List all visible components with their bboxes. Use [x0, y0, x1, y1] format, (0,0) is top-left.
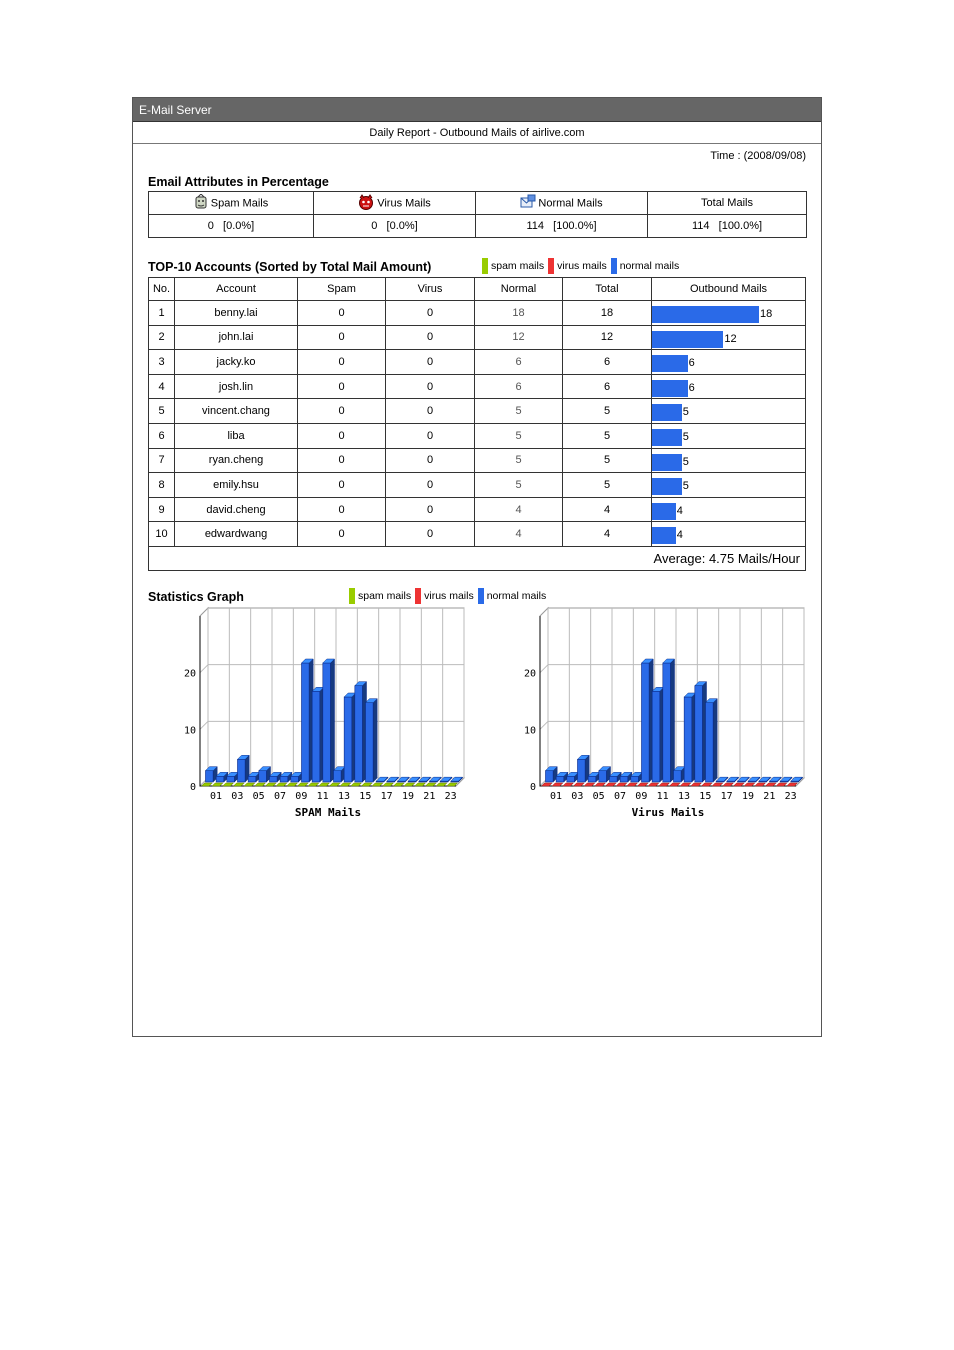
- normal-bar: [269, 776, 277, 782]
- window-title: E-Mail Server: [133, 98, 821, 122]
- row-account: jacky.ko: [175, 350, 298, 375]
- x-tick-label: 13: [677, 791, 691, 802]
- y-tick-label: 10: [183, 725, 196, 737]
- x-tick-label: 01: [549, 791, 563, 802]
- row-no: 9: [149, 497, 175, 522]
- normal-bar: [705, 703, 713, 782]
- outbound-bar-label: 6: [688, 357, 695, 370]
- normal-bar: [620, 776, 628, 782]
- normal-bar-side: [331, 659, 335, 782]
- row-virus: 0: [386, 522, 475, 547]
- x-tick-label: 23: [784, 791, 797, 802]
- normal-bar: [291, 776, 299, 782]
- row-virus: 0: [386, 325, 475, 350]
- row-normal: 4: [475, 522, 563, 547]
- row-spam: 0: [298, 350, 386, 375]
- spam-mails-graph: [165, 603, 475, 833]
- row-normal: 12: [475, 325, 563, 350]
- outbound-bar-label: 4: [676, 529, 683, 542]
- attr-value-normal: 114 [100.0%]: [476, 215, 648, 238]
- row-outbound: [652, 497, 806, 522]
- spam-icon: [194, 194, 208, 213]
- normal-bar: [577, 759, 585, 782]
- outbound-bar: [652, 454, 682, 471]
- normal-bar: [237, 759, 245, 782]
- legend-swatch-spam: [482, 258, 488, 274]
- row-spam: 0: [298, 423, 386, 448]
- stats-legend-label-spam: spam mails: [358, 590, 412, 602]
- normal-bar: [588, 776, 596, 782]
- table-row: [149, 301, 806, 326]
- row-no: 3: [149, 350, 175, 375]
- row-total: 12: [563, 325, 652, 350]
- attributes-values-row: [149, 215, 807, 238]
- row-total: 6: [563, 374, 652, 399]
- attr-header-spam: [149, 192, 314, 215]
- row-outbound: [652, 325, 806, 350]
- attr-header-normal-label: Normal Mails: [538, 196, 603, 209]
- outbound-bar: [652, 331, 723, 348]
- row-virus: 0: [386, 423, 475, 448]
- x-tick-label: 17: [720, 791, 733, 802]
- table-row: [149, 325, 806, 350]
- outbound-bar-label: 5: [682, 480, 689, 493]
- row-spam: 0: [298, 325, 386, 350]
- attr-value-total: 114 [100.0%]: [648, 215, 807, 238]
- col-virus: Virus: [386, 278, 475, 301]
- y-tick-label: 0: [189, 782, 196, 793]
- attr-header-virus: [314, 192, 476, 215]
- row-spam: 0: [298, 374, 386, 399]
- virus-mails-chart: [505, 603, 815, 828]
- row-outbound: [652, 350, 806, 375]
- row-virus: 0: [386, 497, 475, 522]
- legend-swatch-normal: [611, 258, 617, 274]
- outbound-bar: [652, 355, 688, 372]
- y-tick-label: 10: [523, 725, 536, 737]
- attr-value-spam: 0 [0.0%]: [149, 215, 314, 238]
- attr-value-virus: 0 [0.0%]: [314, 215, 476, 238]
- row-virus: 0: [386, 350, 475, 375]
- legend-label-spam: spam mails: [491, 260, 545, 272]
- normal-bar: [673, 771, 681, 782]
- spam-mails-chart: [165, 603, 475, 828]
- legend-swatch-virus: [548, 258, 554, 274]
- row-no: 1: [149, 301, 175, 326]
- x-tick-label: 23: [444, 791, 457, 802]
- row-outbound: [652, 522, 806, 547]
- normal-bar: [301, 663, 309, 782]
- x-tick-label: 19: [741, 791, 755, 802]
- normal-bar: [365, 703, 373, 782]
- row-normal: 5: [475, 399, 563, 424]
- row-spam: 0: [298, 301, 386, 326]
- x-axis-label: SPAM Mails: [294, 806, 362, 819]
- row-normal: 5: [475, 448, 563, 473]
- x-axis-label: Virus Mails: [631, 806, 705, 819]
- stats-legend-label-normal: normal mails: [486, 590, 547, 602]
- table-row: [149, 423, 806, 448]
- outbound-bar-label: 18: [760, 308, 773, 320]
- virus-icon: [358, 194, 374, 213]
- x-tick-label: 07: [613, 791, 627, 802]
- row-normal: 18: [475, 301, 563, 326]
- attr-header-virus-label: Virus Mails: [377, 196, 431, 209]
- table-row: [149, 522, 806, 547]
- row-spam: 0: [298, 473, 386, 498]
- col-outbound: Outbound Mails: [652, 278, 806, 301]
- normal-bar: [259, 771, 267, 782]
- row-account: john.lai: [175, 325, 298, 350]
- col-spam: Spam: [298, 278, 386, 301]
- normal-bar: [652, 691, 660, 782]
- normal-bar: [609, 776, 617, 782]
- outbound-bar: [652, 404, 682, 421]
- row-normal: 6: [475, 374, 563, 399]
- row-virus: 0: [386, 301, 475, 326]
- row-no: 6: [149, 423, 175, 448]
- x-tick-label: 11: [316, 791, 329, 802]
- row-account: emily.hsu: [175, 473, 298, 498]
- plot-side-wall: [540, 608, 548, 786]
- top10-header-row: [149, 278, 806, 301]
- outbound-bar-label: 5: [682, 406, 689, 419]
- col-normal: Normal: [475, 278, 563, 301]
- row-outbound: [652, 374, 806, 399]
- outbound-bar-label: 5: [682, 455, 689, 468]
- normal-mail-icon: [520, 194, 536, 213]
- attributes-table: [148, 191, 807, 238]
- normal-bar: [556, 776, 564, 782]
- row-normal: 5: [475, 473, 563, 498]
- normal-bar: [663, 663, 671, 782]
- attributes-title: Email Attributes in Percentage: [148, 175, 329, 189]
- y-tick-label: 20: [183, 668, 196, 680]
- row-account: ryan.cheng: [175, 448, 298, 473]
- table-row: [149, 497, 806, 522]
- table-row: [149, 374, 806, 399]
- col-total: Total: [563, 278, 652, 301]
- row-spam: 0: [298, 522, 386, 547]
- x-tick-label: 21: [423, 791, 436, 802]
- col-account: Account: [175, 278, 298, 301]
- row-no: 10: [149, 522, 175, 547]
- table-row: [149, 350, 806, 375]
- normal-bar-side: [373, 699, 377, 782]
- stats-title: Statistics Graph: [148, 590, 244, 604]
- normal-bar: [599, 771, 607, 782]
- row-account: vincent.chang: [175, 399, 298, 424]
- attr-header-normal: [476, 192, 648, 215]
- row-total: 6: [563, 350, 652, 375]
- normal-bar: [355, 686, 363, 782]
- row-account: benny.lai: [175, 301, 298, 326]
- outbound-bar: [652, 380, 688, 397]
- plot-side-wall: [200, 608, 208, 786]
- normal-bar: [216, 776, 224, 782]
- row-total: 4: [563, 522, 652, 547]
- row-spam: 0: [298, 497, 386, 522]
- row-virus: 0: [386, 473, 475, 498]
- outbound-bar-label: 4: [676, 504, 683, 517]
- row-outbound: [652, 423, 806, 448]
- normal-bar: [344, 697, 352, 782]
- row-outbound: [652, 399, 806, 424]
- normal-bar: [567, 776, 575, 782]
- legend-label-virus: virus mails: [557, 260, 607, 272]
- normal-bar: [248, 776, 256, 782]
- report-subtitle: Daily Report - Outbound Mails of airlive.com: [133, 122, 821, 144]
- top10-legend: [482, 258, 679, 274]
- x-tick-label: 09: [635, 791, 648, 802]
- x-tick-label: 15: [699, 791, 712, 802]
- table-row: [149, 399, 806, 424]
- attr-header-spam-label: Spam Mails: [210, 196, 269, 209]
- row-no: 7: [149, 448, 175, 473]
- x-tick-label: 05: [592, 791, 605, 802]
- top10-table: [148, 277, 806, 571]
- x-tick-label: 03: [571, 791, 584, 802]
- table-row: [149, 473, 806, 498]
- normal-bar-side: [713, 699, 717, 782]
- stats-legend-swatch-spam: [349, 588, 355, 604]
- attributes-header-row: [149, 192, 807, 215]
- outbound-bar-label: 6: [688, 381, 695, 394]
- normal-bar: [280, 776, 288, 782]
- report-time: Time : (2008/09/08): [710, 150, 806, 162]
- outbound-bar: [652, 429, 682, 446]
- row-total: 4: [563, 497, 652, 522]
- normal-bar: [545, 771, 553, 782]
- stats-legend-label-virus: virus mails: [424, 590, 474, 602]
- outbound-bar-label: 5: [682, 430, 689, 443]
- outbound-bar: [652, 478, 682, 495]
- x-tick-label: 17: [380, 791, 393, 802]
- x-tick-label: 21: [763, 791, 776, 802]
- row-no: 8: [149, 473, 175, 498]
- attr-header-total: Total Mails: [648, 192, 807, 215]
- row-no: 5: [149, 399, 175, 424]
- x-tick-label: 11: [656, 791, 669, 802]
- row-total: 5: [563, 399, 652, 424]
- x-tick-label: 05: [252, 791, 265, 802]
- row-no: 4: [149, 374, 175, 399]
- normal-bar: [684, 697, 692, 782]
- row-account: david.cheng: [175, 497, 298, 522]
- table-row: [149, 448, 806, 473]
- normal-bar: [227, 776, 235, 782]
- x-tick-label: 15: [359, 791, 372, 802]
- average-text: Average: 4.75 Mails/Hour: [149, 546, 806, 570]
- row-total: 5: [563, 423, 652, 448]
- outbound-bar: [652, 527, 676, 544]
- normal-bar: [312, 691, 320, 782]
- row-outbound: [652, 448, 806, 473]
- legend-label-normal: normal mails: [619, 260, 680, 272]
- row-normal: 6: [475, 350, 563, 375]
- row-outbound: [652, 301, 806, 326]
- y-tick-label: 0: [529, 782, 536, 793]
- stats-legend-swatch-normal: [478, 588, 484, 604]
- outbound-bar-label: 12: [724, 332, 737, 345]
- row-account: liba: [175, 423, 298, 448]
- row-virus: 0: [386, 399, 475, 424]
- email-server-panel: [132, 97, 822, 1037]
- row-spam: 0: [298, 448, 386, 473]
- normal-bar: [641, 663, 649, 782]
- x-tick-label: 07: [273, 791, 287, 802]
- normal-bar: [323, 663, 331, 782]
- row-normal: 5: [475, 423, 563, 448]
- outbound-bar: [652, 503, 676, 520]
- x-tick-label: 19: [401, 791, 415, 802]
- row-account: josh.lin: [175, 374, 298, 399]
- row-spam: 0: [298, 399, 386, 424]
- x-tick-label: 03: [231, 791, 244, 802]
- row-virus: 0: [386, 448, 475, 473]
- row-normal: 4: [475, 497, 563, 522]
- normal-bar: [631, 776, 639, 782]
- row-outbound: [652, 473, 806, 498]
- normal-bar: [333, 771, 341, 782]
- normal-bar: [205, 771, 213, 782]
- row-virus: 0: [386, 374, 475, 399]
- y-tick-label: 20: [523, 668, 536, 680]
- normal-bar: [695, 686, 703, 782]
- row-total: 5: [563, 448, 652, 473]
- x-tick-label: 01: [209, 791, 223, 802]
- average-row: [149, 546, 806, 570]
- row-total: 5: [563, 473, 652, 498]
- top10-title: TOP-10 Accounts (Sorted by Total Mail Amount): [148, 260, 432, 274]
- row-total: 18: [563, 301, 652, 326]
- outbound-bar: [652, 306, 759, 323]
- x-tick-label: 09: [295, 791, 308, 802]
- x-tick-label: 13: [337, 791, 351, 802]
- stats-legend-swatch-virus: [415, 588, 421, 604]
- normal-bar-side: [671, 659, 675, 782]
- col-no: No.: [149, 278, 175, 301]
- stats-legend: [349, 588, 546, 604]
- row-account: edwardwang: [175, 522, 298, 547]
- row-no: 2: [149, 325, 175, 350]
- virus-mails-graph: [505, 603, 815, 833]
